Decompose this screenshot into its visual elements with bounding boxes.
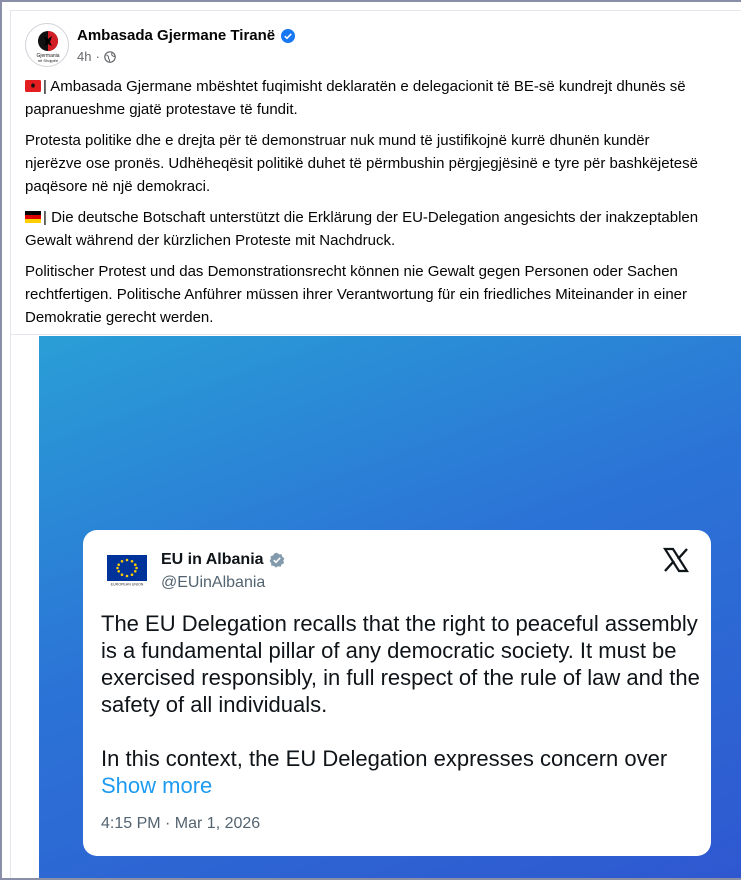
albania-flag-icon xyxy=(25,76,41,88)
post-divider xyxy=(11,334,741,335)
post-header xyxy=(25,23,741,71)
paragraph-line: paqësore në një demokraci. xyxy=(25,178,211,195)
paragraph-line: papranueshme gjatë protestave të fundit. xyxy=(25,101,298,118)
globe-icon[interactable] xyxy=(104,51,116,63)
paragraph-line: | Die deutsche Botschaft unterstützt die Erklärung der EU-Delegation angesichts der inakzeptablen xyxy=(43,209,699,226)
paragraph-line: rechtfertigen. Politische Anführer müssen ihrer Verantwortung für ein friedliches Miteinander in einer xyxy=(25,286,688,303)
tweet-text xyxy=(101,610,701,799)
tweet-card xyxy=(83,530,711,856)
paragraph-line: | Ambasada Gjermane mbështet fuqimisht deklaratën e delegacionit të BE-së kundrejt dhunës së xyxy=(43,78,686,95)
eu-flag-icon xyxy=(107,555,147,587)
paragraph-line: Protesta politike dhe e drejta për të demonstruar nuk mund të justifikojnë kurrë dhunën kundër xyxy=(25,132,650,149)
post-image[interactable] xyxy=(39,336,741,880)
paragraph-albanian-2 xyxy=(25,129,741,198)
verified-badge-icon xyxy=(281,29,295,43)
paragraph-german-2 xyxy=(25,260,741,329)
post-meta xyxy=(77,49,116,64)
paragraph-albanian-1 xyxy=(25,75,741,121)
tweet-handle: @EUinAlbania xyxy=(161,574,266,591)
tweet-verified-icon xyxy=(269,552,285,568)
x-logo-icon xyxy=(663,547,689,573)
post-card xyxy=(10,10,741,880)
paragraph-line: Politischer Protest und das Demonstrationsrecht können nie Gewalt gegen Personen oder Sachen xyxy=(25,263,678,280)
avatar-text-line2: në Shqipëri xyxy=(37,58,59,63)
show-more-link[interactable]: Show more xyxy=(101,773,213,798)
tweet-timestamp: 4:15 PM · Mar 1, 2026 xyxy=(101,815,261,832)
post-text xyxy=(25,75,741,337)
paragraph-german-1 xyxy=(25,206,741,252)
post-time[interactable]: 4h xyxy=(77,49,92,64)
author-name[interactable]: Ambasada Gjermane Tiranë xyxy=(77,27,276,44)
tweet-author-name: EU in Albania xyxy=(161,551,264,568)
paragraph-line: Demokratie gerecht werden. xyxy=(25,309,214,326)
tweet-author-row xyxy=(161,551,285,569)
tweet-paragraph-1: The EU Delegation recalls that the right to peaceful assembly is a fundamental pillar of any democratic society. It must be exercised responsibly, in full respect of the rule of law and the safety of all individuals. xyxy=(101,611,700,717)
tweet-paragraph-2 xyxy=(101,745,701,799)
tweet-paragraph-2-text: In this context, the EU Delegation expresses concern over xyxy=(101,746,668,771)
eu-logo-caption: EUROPEAN UNION xyxy=(110,582,144,587)
germany-flag-icon xyxy=(25,207,41,219)
paragraph-line: Gewalt während der kürzlichen Proteste mit Nachdruck. xyxy=(25,232,396,249)
author-row xyxy=(77,27,295,44)
avatar-text-line1: Gjermania xyxy=(36,53,60,59)
page-avatar[interactable] xyxy=(25,23,69,67)
paragraph-line: njerëzve ose pronës. Udhëheqësit politikë duhet të përmbushin përgjegjësinë e tyre për bashkëjetesë xyxy=(25,155,698,172)
meta-separator: · xyxy=(95,49,100,64)
